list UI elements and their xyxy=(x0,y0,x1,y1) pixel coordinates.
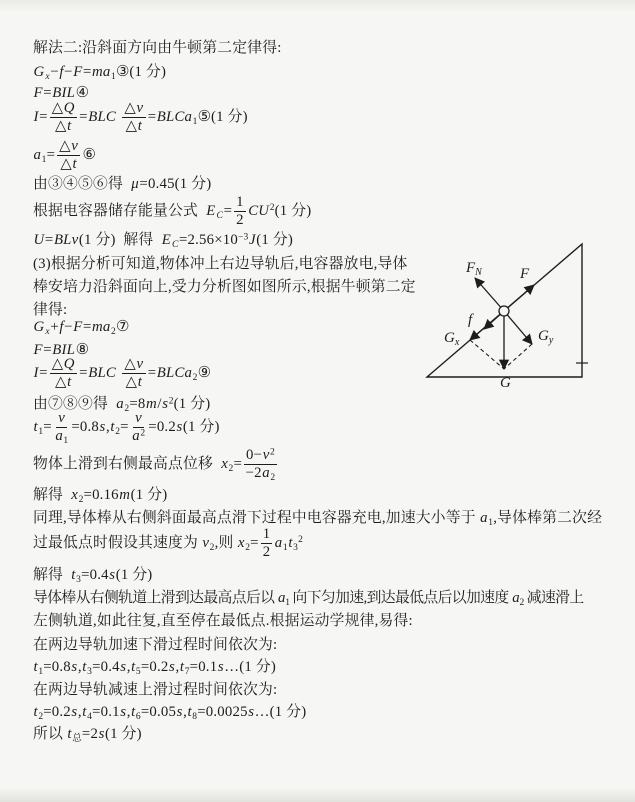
solution-line-26: 在两边导轨减速上滑过程时间依次为: xyxy=(33,682,278,698)
friction-label: f xyxy=(468,312,473,328)
solution-line-11: 律得: xyxy=(33,302,68,318)
solution-line-17: 物体上滑到右侧最高点位移 $x_2=$ $\frac{0-v^2}{-2a_2}$ xyxy=(33,447,276,484)
ampere-force-arrow xyxy=(504,285,534,311)
gravity-label: G xyxy=(500,375,511,390)
solution-line-24: 在两边导轨加速下滑过程时间依次为: xyxy=(33,637,278,653)
parallelogram-dashed-left xyxy=(470,340,504,369)
solution-line-28: 所以 $t_总=2s(1$ 分) xyxy=(33,726,142,745)
solution-line-27: $t_2=0.2s,t_4=0.1s,t_6=0.05s,t_8=0.0025s\dots(1$ 分) xyxy=(33,704,307,723)
solution-line-3: F=BIL④ xyxy=(33,85,90,101)
normal-force-arrow xyxy=(475,278,504,311)
solution-line-20: 过最低点时假设其速度为 $v_2$,则 $x_2=$ $\frac{1}{2}$ $a_1t_3^2$ xyxy=(33,526,304,561)
gravity-y-label: $G_y$ xyxy=(538,328,554,346)
parallelogram-dashed-right xyxy=(504,344,532,369)
solution-line-23: 左侧轨道,如此往复,直至停在最低点.根据运动学规律,易得: xyxy=(33,613,413,629)
solution-line-15: 由⑦⑧⑨得 $a_2=8m/s^2(1$ 分) xyxy=(33,396,211,415)
gravity-y-arrow xyxy=(504,311,532,344)
solution-line-9: (3)根据分析可知道,物体冲上右边导轨后,电容器放电,导体 xyxy=(33,256,408,272)
gravity-x-label: $G_x$ xyxy=(444,330,460,348)
normal-force-label: $F_N$ xyxy=(466,260,482,278)
solution-line-1: 解法二:沿斜面方向由牛顿第二定律得: xyxy=(33,40,282,56)
solution-line-5: $a_1=$ $\frac{\triangle v}{\triangle t}$ ⑥ xyxy=(33,138,96,173)
solution-line-16: $t_1=$ $\frac{v}{a_1}$ $=0.8s,t_2=$ $\frac{v}{a^2}$ =0.2s(1 分) xyxy=(33,410,220,447)
solution-line-2: $G_x-f-F=ma_1③(1$ 分) xyxy=(33,64,167,83)
solution-line-6: 由③④⑤⑥得 μ=0.45(1 分) xyxy=(33,176,212,192)
gravity-x-arrow xyxy=(470,311,504,340)
solution-line-8: U=BLv(1 分) 解得 $E_C=2.56\times 10^{-3}J(1$ 分) xyxy=(33,232,294,251)
solution-line-18: 解得 $x_2=0.16m(1$ 分) xyxy=(33,487,168,506)
ampere-force-label: F xyxy=(520,266,530,282)
solution-line-14: I= $\frac{\triangle Q}{\triangle t}$ =BLC $\frac{\triangle v}{\triangle t}$ =BLCa$_2$⑨ xyxy=(33,356,212,391)
solution-line-22: 导体棒从右侧轨道上滑到达最高点后以 $a_1$ 向下匀加速,到达最低点后以加速度 $a_2$ 减速滑上 xyxy=(33,590,584,609)
solution-line-21: 解得 $t_3=0.4s(1$ 分) xyxy=(33,567,153,586)
solution-line-12: $G_x+f-F=ma_2⑦$ xyxy=(33,319,130,338)
solution-line-4: I= $\frac{\triangle Q}{\triangle t}$ =BLC $\frac{\triangle v}{\triangle t}$ =BLCa$_1$⑤(1 分) xyxy=(33,100,248,135)
solution-line-13: F=BIL⑧ xyxy=(33,342,90,358)
force-diagram xyxy=(420,238,592,390)
solution-line-25: $t_1=0.8s,t_3=0.4s,t_5=0.2s,t_7=0.1s\dots(1$ 分) xyxy=(33,659,277,678)
solution-line-19: 同理,导体棒从右侧斜面最高点滑下过程中电容器充电,加速大小等于 $a_1$,导体棒第二次经 xyxy=(33,510,603,529)
solution-line-7: 根据电容器储存能量公式 $E_C=$ $\frac{1}{2}$ $CU^2(1$ 分) xyxy=(33,194,312,229)
rod-circle xyxy=(499,306,509,316)
solution-line-10: 棒安培力沿斜面向上,受力分析图如图所示,根据牛顿第二定 xyxy=(33,279,416,295)
